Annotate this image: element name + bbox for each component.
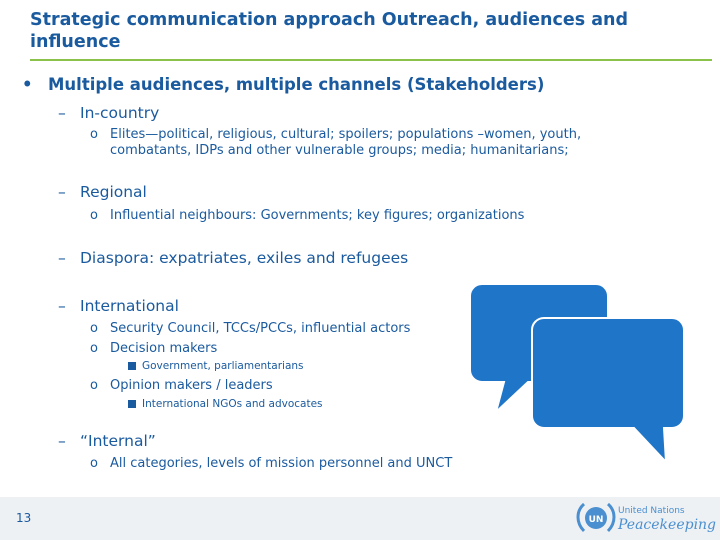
- dash-mark: –: [58, 249, 66, 267]
- subitem-text: International NGOs and advocates: [142, 398, 323, 410]
- subitem-text: Government, parliamentarians: [142, 360, 304, 372]
- bullet-text: Multiple audiences, multiple channels (Stakeholders): [48, 75, 545, 94]
- bullet-mark: •: [22, 75, 33, 94]
- item-text: Elites—political, religious, cultural; spoilers; populations –women, youth,: [110, 127, 582, 142]
- title-divider: [30, 59, 712, 61]
- subbullet-internal: [58, 432, 156, 450]
- dash-mark: –: [58, 432, 66, 450]
- dash-mark: –: [58, 183, 66, 201]
- subbullet-international: [58, 297, 179, 315]
- subitem-government: [128, 360, 304, 372]
- subbullet-label: Regional: [80, 183, 147, 201]
- circle-mark: o: [90, 127, 98, 142]
- item-text: Influential neighbours: Governments; key figures; organizations: [110, 208, 525, 223]
- item-all-categories: [90, 456, 452, 472]
- circle-mark: o: [90, 208, 98, 223]
- subitem-ngos: [128, 398, 323, 410]
- square-bullet-icon: [128, 400, 136, 408]
- circle-mark: o: [90, 378, 98, 393]
- item-opinion-makers: [90, 378, 273, 394]
- circle-mark: o: [90, 341, 98, 356]
- item-text: Security Council, TCCs/PCCs, influential actors: [110, 321, 411, 336]
- item-text-continued: combatants, IDPs and other vulnerable groups; media; humanitarians;: [110, 143, 569, 158]
- subbullet-label: “Internal”: [80, 432, 156, 450]
- item-text: All categories, levels of mission personnel and UNCT: [110, 456, 453, 471]
- subbullet-in-country: [58, 104, 159, 122]
- subbullet-label: Diaspora: expatriates, exiles and refugees: [80, 249, 409, 267]
- logo-line1: United Nations: [618, 506, 685, 516]
- item-security-council: [90, 321, 410, 337]
- un-emblem-icon: [576, 501, 616, 535]
- speech-bubbles-icon: [470, 284, 685, 464]
- logo-line2: Peacekeeping: [618, 517, 717, 533]
- subbullet-label: In-country: [80, 104, 160, 122]
- item-text: Decision makers: [110, 341, 218, 356]
- subbullet-label: International: [80, 297, 179, 315]
- dash-mark: –: [58, 104, 66, 122]
- subbullet-regional: [58, 183, 147, 201]
- item-decision-makers: [90, 341, 217, 357]
- slide-title: Strategic communication approach Outreach, audiences and influence: [30, 10, 629, 52]
- svg-text:UN: UN: [588, 515, 604, 525]
- circle-mark: o: [90, 456, 98, 471]
- item-influential-neighbours: [90, 208, 524, 224]
- bullet-multiple-audiences: [22, 75, 544, 94]
- square-bullet-icon: [128, 362, 136, 370]
- item-text: Opinion makers / leaders: [110, 378, 273, 393]
- item-elites: [90, 127, 581, 159]
- subbullet-diaspora: [58, 249, 408, 267]
- circle-mark: o: [90, 321, 98, 336]
- footer-bar: [0, 497, 720, 540]
- page-number: 13: [16, 511, 32, 525]
- dash-mark: –: [58, 297, 66, 315]
